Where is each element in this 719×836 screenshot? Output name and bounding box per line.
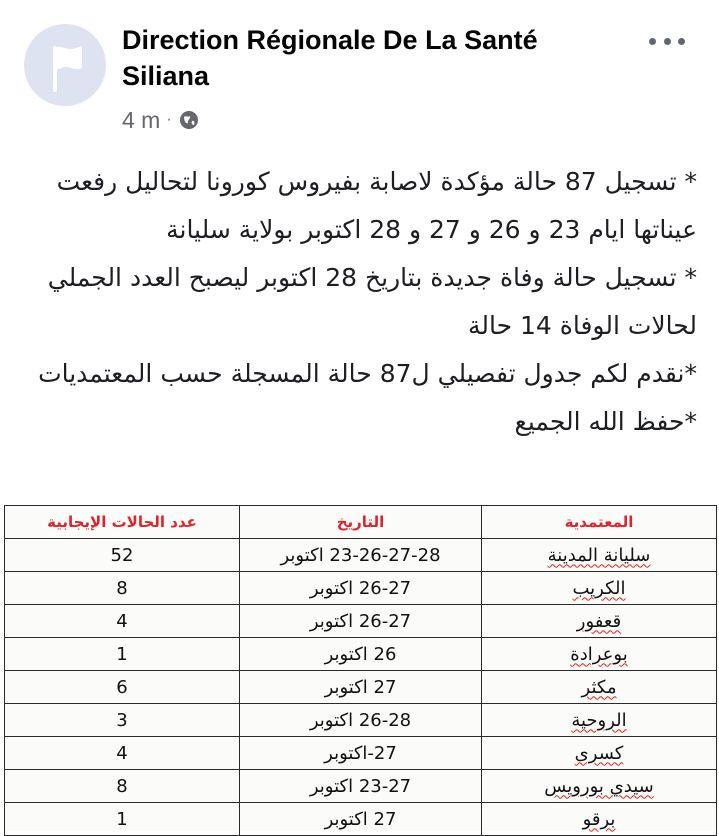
header-date: التاريخ [240,506,482,539]
cell-delegation [482,737,717,770]
table-body [5,539,717,836]
delegation-label: كسرى [574,742,624,764]
cell-date: 26-28 اكتوبر [240,704,482,737]
header-delegation: المعتمدية [482,506,717,539]
cell-date: 26-27 اكتوبر [240,572,482,605]
cell-date: 27 اكتوبر [240,803,482,836]
cell-delegation [482,539,717,572]
post-paragraph: *حفظ الله الجميع [514,407,697,436]
flag-icon [24,24,106,106]
cell-delegation [482,803,717,836]
table-row [5,737,717,770]
table-row [5,671,717,704]
cell-count: 3 [5,704,240,737]
cell-delegation [482,638,717,671]
post-paragraph: *نقدم لكم جدول تفصيلي ل87 حالة المسجلة حسب المعتمديات [38,359,697,388]
post-header [0,0,719,150]
cell-count: 1 [5,638,240,671]
header-count: عدد الحالات الإيجابية [5,506,240,539]
delegation-label: الكريب [572,577,626,599]
cell-date: 27-اكتوبر [240,737,482,770]
table-row [5,638,717,671]
cases-table [4,505,717,836]
cell-delegation [482,671,717,704]
page-avatar[interactable] [24,24,106,106]
table-row [5,539,717,572]
meta-separator: · [166,111,172,128]
more-horizontal-icon [649,38,656,45]
table-row [5,770,717,803]
delegation-label: الروحية [571,709,627,731]
post-body [22,158,697,446]
table-row [5,803,717,836]
post-paragraph: * تسجيل حالة وفاة جديدة بتاريخ 28 اكتوبر ليصبح العدد الجملي لحالات الوفاة 14 حالة [47,263,697,340]
cell-count: 4 [5,737,240,770]
cell-count: 8 [5,770,240,803]
post-paragraph: * تسجيل 87 حالة مؤكدة لاصابة بفيروس كورونا لتحاليل رفعت عيناتها ايام 23 و 26 و 27 و 28 اكتوبر بولاية سليانة [56,167,697,244]
more-options-button[interactable] [643,26,691,56]
post-meta [122,104,200,136]
delegation-label: مكثر [581,676,617,698]
cell-delegation [482,572,717,605]
cell-delegation [482,605,717,638]
delegation-label: سيدي بورويس [544,775,654,797]
cell-date: 23-27 اكتوبر [240,770,482,803]
cell-count: 4 [5,605,240,638]
cell-date: 26 اكتوبر [240,638,482,671]
delegation-label: قعفور [576,610,622,632]
page-name-link[interactable]: Direction Régionale De La Santé Siliana [122,25,538,91]
cell-date: 27 اكتوبر [240,671,482,704]
table-row [5,572,717,605]
delegation-label: بوعرادة [570,643,628,665]
delegation-label: سليانة المدينة [547,544,651,566]
cell-count: 1 [5,803,240,836]
cell-date: 23-26-27-28 اكتوبر [240,539,482,572]
cell-count: 8 [5,572,240,605]
cell-count: 52 [5,539,240,572]
globe-icon[interactable] [178,109,200,131]
table-header-row [5,506,717,539]
cell-date: 26-27 اكتوبر [240,605,482,638]
table-row [5,704,717,737]
cell-delegation [482,770,717,803]
post-image[interactable] [4,505,716,831]
cell-count: 6 [5,671,240,704]
delegation-label: برقو [582,808,616,830]
table-row [5,605,717,638]
cell-delegation [482,704,717,737]
post-time[interactable]: 4 m [122,106,161,133]
